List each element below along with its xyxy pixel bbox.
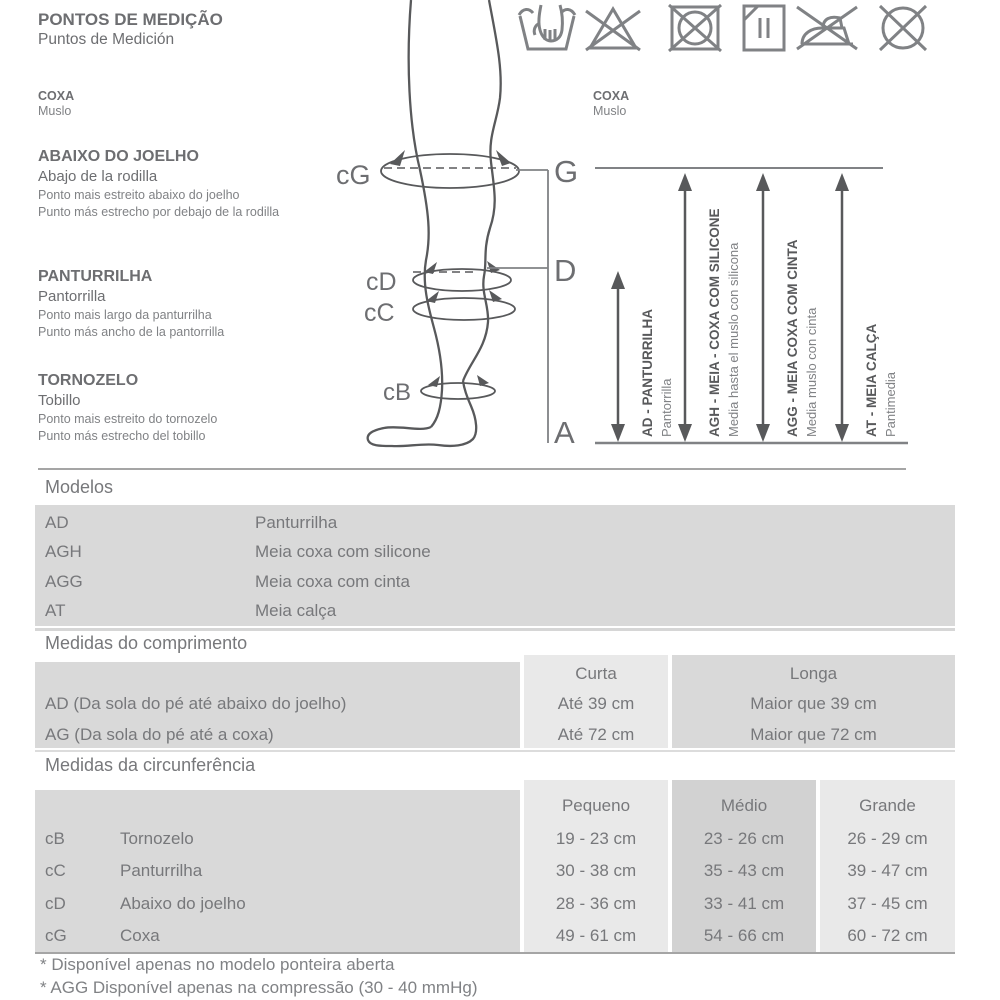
circ-pequeno: 28 - 36 cm: [555, 894, 637, 913]
circ-medio: 33 - 41 cm: [703, 894, 785, 913]
length-curta-value: Até 72 cm: [557, 725, 635, 744]
arrow-label-at-bold: AT - MEIA CALÇA: [864, 323, 879, 437]
page-title: PONTOS DE MEDIÇÃO: [38, 10, 223, 29]
circumference-heading: Medidas da circunferência: [45, 755, 256, 775]
circ-grande: 60 - 72 cm: [847, 926, 928, 945]
model-code: AD: [45, 513, 69, 532]
label-subtitle: Tobillo: [38, 392, 81, 409]
label-title: COXA: [593, 89, 630, 103]
label-title: PANTURRILHA: [38, 268, 153, 285]
label-desc: Punto más ancho de la pantorrilla: [38, 324, 225, 339]
models-table: [35, 505, 955, 626]
arrow-label-agg-bold: AGG - MEIA COXA COM CINTA: [785, 239, 800, 437]
column-header-grande: Grande: [859, 796, 916, 815]
circ-name: Tornozelo: [120, 829, 194, 848]
label-cC: cC: [364, 299, 395, 327]
column-header-curta: Curta: [575, 664, 617, 683]
models-heading: Modelos: [45, 477, 114, 497]
arrow-label-agg-light: Media muslo con cinta: [804, 307, 819, 437]
label-panturrilha: [38, 266, 224, 340]
model-name: Panturrilha: [255, 513, 338, 532]
length-row-label: AG (Da sola do pé até a coxa): [45, 725, 274, 744]
circ-code: cG: [45, 926, 67, 945]
do-not-iron-icon: [793, 3, 861, 53]
arrow-label-agh-light: Media hasta el muslo con silicona: [726, 242, 741, 437]
label-subtitle: Muslo: [38, 104, 72, 118]
circ-medio: 54 - 66 cm: [703, 926, 785, 945]
circ-pequeno: 19 - 23 cm: [555, 829, 637, 848]
arrow-label-at-light: Pantimedia: [883, 371, 898, 437]
label-A: A: [554, 415, 575, 450]
label-subtitle: Pantorrilla: [38, 288, 106, 305]
circ-code: cD: [45, 894, 66, 913]
label-G: G: [554, 154, 579, 189]
label-subtitle: Abajo de la rodilla: [38, 168, 158, 185]
column-header-medio: Médio: [720, 796, 768, 815]
circ-grande: 37 - 45 cm: [847, 894, 928, 913]
do-not-dry-clean-icon: [874, 3, 932, 53]
label-D: D: [554, 253, 577, 288]
label-desc: Ponto mais largo da panturrilha: [38, 308, 212, 322]
footnote: * AGG Disponível apenas na compressão (30 - 40 mmHg): [40, 978, 478, 997]
model-code: AGG: [45, 572, 83, 591]
label-cB: cB: [383, 379, 412, 406]
page-subtitle: Puntos de Medición: [38, 31, 175, 48]
circ-grande: 39 - 47 cm: [847, 861, 928, 880]
do-not-tumble-dry-icon: [667, 3, 723, 53]
bracket-lines: [487, 170, 548, 443]
label-desc: Ponto mais estreito do tornozelo: [38, 412, 218, 426]
length-heading: Medidas do comprimento: [45, 633, 248, 653]
length-arrows-diagram: [588, 140, 920, 465]
label-title: TORNOZELO: [38, 372, 139, 389]
table-background: [35, 790, 520, 952]
label-cG: cG: [336, 160, 371, 190]
divider-line: [35, 750, 955, 752]
circ-name: Abaixo do joelho: [120, 894, 246, 913]
circumference-table: [35, 780, 955, 952]
model-name: Meia coxa com cinta: [255, 572, 410, 591]
circ-name: Coxa: [120, 926, 160, 945]
arrow-label-agh-bold: AGH - MEIA - COXA COM SILICONE: [707, 208, 722, 437]
circ-pequeno: 30 - 38 cm: [555, 861, 637, 880]
model-code: AT: [45, 601, 66, 620]
drip-dry-in-shade-icon: [741, 3, 787, 53]
length-row-label: AD (Da sola do pé até abaixo do joelho): [45, 694, 347, 713]
circ-name: Panturrilha: [120, 861, 203, 880]
divider-line: [35, 628, 955, 631]
column-header-longa: Longa: [789, 664, 838, 683]
length-table: [35, 655, 955, 748]
footnotes: [40, 953, 477, 999]
length-curta-value: Até 39 cm: [557, 694, 635, 713]
circumference-rings: [381, 154, 519, 399]
page-header: [38, 10, 223, 49]
model-code: AGH: [45, 542, 82, 561]
leg-diagram: [330, 0, 615, 465]
label-title: COXA: [38, 89, 75, 103]
label-coxa: [38, 88, 74, 119]
label-subtitle: Muslo: [593, 104, 627, 118]
label-desc: Punto más estrecho del tobillo: [38, 428, 206, 443]
label-abaixo-joelho: [38, 146, 279, 220]
circ-medio: 35 - 43 cm: [703, 861, 785, 880]
circ-code: cB: [45, 829, 65, 848]
label-title: ABAIXO DO JOELHO: [38, 148, 199, 165]
table-background: [35, 505, 955, 626]
circ-pequeno: 49 - 61 cm: [555, 926, 637, 945]
label-desc: Ponto mais estreito abaixo do joelho: [38, 188, 240, 202]
model-name: Meia calça: [255, 601, 337, 620]
footnote: * Disponível apenas no modelo ponteira aberta: [40, 955, 395, 974]
circ-grande: 26 - 29 cm: [847, 829, 928, 848]
label-cD: cD: [366, 268, 397, 296]
column-header-pequeno: Pequeno: [561, 796, 631, 815]
arrow-label-ad-bold: AD - PANTURRILHA: [640, 309, 655, 437]
label-desc: Punto más estrecho por debajo de la rodilla: [38, 204, 280, 219]
label-tornozelo: [38, 370, 217, 444]
circ-medio: 23 - 26 cm: [703, 829, 785, 848]
length-longa-value: Maior que 39 cm: [750, 694, 877, 713]
length-longa-value: Maior que 72 cm: [750, 725, 877, 744]
divider-line: [38, 468, 906, 470]
arrow-label-ad-light: Pantorrilla: [659, 378, 674, 437]
circ-code: cC: [45, 861, 66, 880]
model-name: Meia coxa com silicone: [255, 542, 431, 561]
